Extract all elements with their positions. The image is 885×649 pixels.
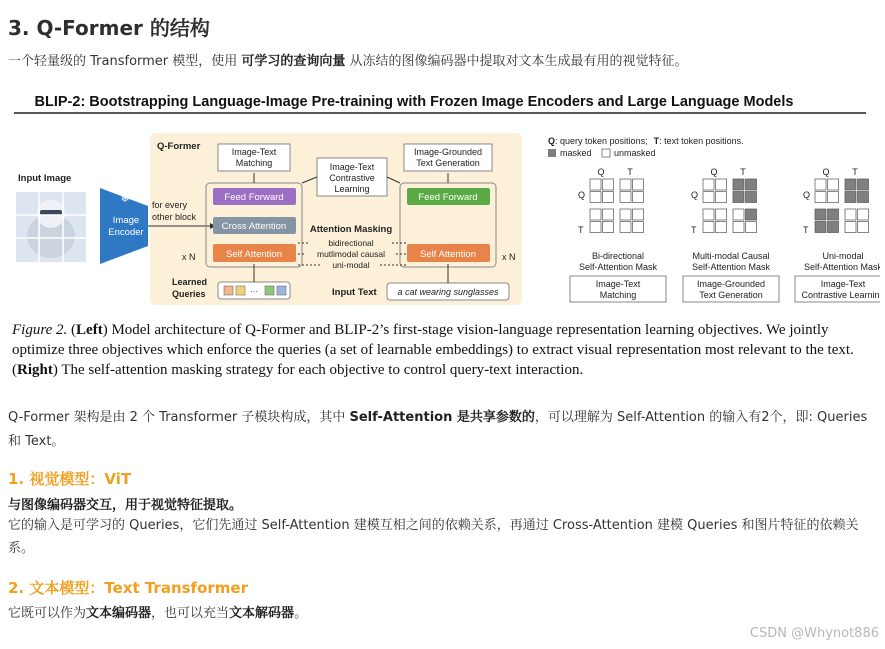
self-attention-left-label: Self Attention — [226, 249, 282, 260]
legend-line-1 — [548, 136, 744, 146]
figure-caption: Figure 2. (Left) Model architecture of Q-Former and BLIP-2’s first-stage vision-language representation learning objectives. We jointly optimize three objectives which enforce the queries (a set of learnable embeddings) to extract visual representation most relevant to the text. (Right) The self-attention masking strategy for each objective to control query-text interaction. — [12, 322, 854, 378]
caption-part1: Model architecture of Q-Former and BLIP-2’s first-stage vision-language representation learning objectives. We jointly optimize three objectives which enforce the queries (a set of learnable embeddings) to extract visual representation most relevant to the text. ( — [12, 322, 854, 378]
paper-title: BLIP-2: Bootstrapping Language-Image Pre-training with Frozen Image Encoders and Large Language Models — [34, 94, 794, 110]
image-encoder-label-1: Image — [112, 215, 140, 226]
legend-masked: masked — [560, 148, 592, 158]
itm-label-1: Image-Text — [231, 147, 277, 157]
mask-cell — [845, 179, 856, 190]
mask-type-unimodal: uni-modal — [332, 260, 370, 270]
mask-cell — [620, 192, 631, 203]
mask-axis-t-top: T — [740, 167, 746, 177]
mask-title-line-1: Bi-directional — [591, 251, 645, 261]
mask-cell — [716, 209, 727, 220]
legend-t: T — [653, 136, 660, 146]
mask-cell — [746, 222, 757, 233]
mask-cell — [828, 222, 839, 233]
for-every-label-1: for every — [152, 200, 188, 210]
mask-cell — [858, 179, 869, 190]
mask-cell — [716, 192, 727, 203]
mask-title-line-1: Uni-modal — [822, 251, 864, 261]
para1-bold: Self-Attention 是共享参数的 — [349, 410, 535, 425]
input-text-value: a cat wearing sunglasses — [397, 287, 499, 297]
snowflake-icon: ❄ — [120, 193, 130, 205]
mask-cell — [858, 192, 869, 203]
para3-after: 。 — [294, 606, 308, 621]
mask-cell — [828, 209, 839, 220]
mask-cell — [828, 192, 839, 203]
mask-title-line-2: Self-Attention Mask — [578, 262, 658, 272]
mask-title-line-1: Multi-modal Causal — [692, 251, 770, 261]
mask-cell — [633, 222, 644, 233]
learned-queries-label-1: Learned — [172, 277, 208, 287]
paragraph-qformer-arch — [8, 406, 874, 454]
xn-right: x N — [502, 252, 516, 262]
section-title: 3. Q-Former 的结构 — [8, 16, 210, 40]
mask-objective-line-1: Image-Text — [595, 279, 641, 289]
cross-attention-label: Cross Attention — [221, 221, 287, 232]
mask-cell — [590, 192, 601, 203]
mask-cell — [620, 209, 631, 220]
mask-cell — [620, 179, 631, 190]
mask-cell — [733, 222, 744, 233]
mask-cell — [703, 179, 714, 190]
mask-grids — [570, 167, 880, 302]
mask-type-bidirectional: bidirectional — [328, 238, 374, 248]
mask-cell — [828, 179, 839, 190]
mask-objective-line-2: Text Generation — [699, 290, 763, 300]
svg-text:···: ··· — [250, 287, 258, 296]
mask-cell — [815, 179, 826, 190]
mask-cell — [845, 192, 856, 203]
mask-axis-q-top: Q — [710, 167, 718, 177]
legend-t-text: : text token positions. — [659, 136, 744, 146]
heading-visual-model: 1. 视觉模型：ViT — [8, 470, 132, 488]
mask-cell — [815, 192, 826, 203]
para3-before: 它既可以作为 — [8, 606, 87, 621]
feed-forward-right-label: Feed Forward — [418, 192, 478, 203]
mask-cell — [703, 222, 714, 233]
mask-cell — [733, 192, 744, 203]
para3-bold1: 文本编码器 — [86, 606, 152, 621]
mask-cell — [633, 209, 644, 220]
caption-fig-label: Figure 2. — [12, 322, 68, 338]
intro-bold: 可学习的查询向量 — [241, 54, 346, 69]
caption-right-word: Right — [17, 362, 53, 378]
mask-cell — [590, 179, 601, 190]
para3-bold2: 文本解码器 — [229, 606, 295, 621]
mask-cell — [590, 209, 601, 220]
mask-cell — [746, 179, 757, 190]
mask-title-line-2: Self-Attention Mask — [691, 262, 771, 272]
heading-text-model: 2. 文本模型：Text Transformer — [8, 579, 248, 597]
mask-cell — [716, 222, 727, 233]
mask-cell — [603, 209, 614, 220]
itc-label-2: Contrastive — [329, 173, 375, 183]
mask-cell — [858, 222, 869, 233]
mask-axis-t-side: T — [803, 225, 809, 235]
mask-type-causal: mutlimodal causal — [316, 249, 386, 259]
csdn-watermark: CSDN @Whynot886 — [749, 626, 879, 641]
itc-label-1: Image-Text — [329, 162, 375, 172]
mask-objective-line-2: Contrastive Learning — [801, 290, 880, 300]
itg-label-1: Image-Grounded — [413, 147, 483, 157]
intro-text-after: 从冻结的图像编码器中提取对文本生成最有用的视觉特征。 — [345, 54, 688, 69]
mask-cell — [590, 222, 601, 233]
mask-axis-t-side: T — [578, 225, 584, 235]
mask-cell — [603, 192, 614, 203]
mask-objective-line-1: Image-Text — [820, 279, 866, 289]
mask-cell — [603, 179, 614, 190]
mask-axis-q-side: Q — [691, 190, 699, 200]
self-attention-right-label: Self Attention — [420, 249, 476, 260]
mask-objective-line-1: Image-Grounded — [696, 279, 766, 289]
mask-cell — [716, 179, 727, 190]
mask-cell — [858, 209, 869, 220]
mask-axis-q-side: Q — [578, 190, 586, 200]
mask-axis-t-top: T — [852, 167, 858, 177]
caption-left-word: Left — [76, 322, 103, 338]
itc-label-3: Learning — [334, 184, 370, 194]
caption-part2: ) The self-attention masking strategy for each objective to control query-text interaction. — [52, 362, 584, 378]
figure-diagram — [10, 86, 880, 316]
legend-q: Q — [548, 136, 556, 146]
mask-cell — [733, 209, 744, 220]
mask-cell — [845, 222, 856, 233]
mask-cell — [746, 209, 757, 220]
intro-paragraph — [8, 50, 688, 69]
legend-masked-swatch — [548, 149, 556, 157]
image-encoder-label-2: Encoder — [108, 227, 144, 238]
input-image-label: Input Image — [18, 173, 72, 184]
mask-cell — [633, 179, 644, 190]
mask-objective-line-2: Matching — [599, 290, 637, 300]
itg-label-2: Text Generation — [416, 158, 480, 168]
visual-model-summary: 与图像编码器交互，用于视觉特征提取。 — [8, 498, 243, 513]
itm-label-2: Matching — [235, 158, 273, 168]
mask-axis-q-side: Q — [803, 190, 811, 200]
para1-after: ，可以理解为 Self-Attention 的输入有2个，即: Queries 和 Text。 — [8, 410, 868, 449]
qformer-label: Q-Former — [157, 141, 201, 152]
legend-unmasked: unmasked — [614, 148, 656, 158]
paragraph-text-model — [8, 602, 307, 621]
intro-text-before: 一个轻量级的 Transformer 模型，使用 — [8, 54, 242, 69]
mask-cell — [620, 222, 631, 233]
learned-queries-label-2: Queries — [172, 289, 206, 299]
mask-axis-t-side: T — [691, 225, 697, 235]
mask-title-line-2: Self-Attention Mask — [803, 262, 880, 272]
mask-cell — [603, 222, 614, 233]
input-text-label: Input Text — [332, 287, 377, 298]
mask-cell — [703, 209, 714, 220]
mask-cell — [815, 209, 826, 220]
feed-forward-left-label: Feed Forward — [224, 192, 284, 203]
for-every-label-2: other block — [152, 212, 197, 222]
mask-axis-q-top: Q — [597, 167, 605, 177]
mask-cell — [733, 179, 744, 190]
legend-q-text: : query token positions; — [555, 136, 648, 146]
mask-axis-q-top: Q — [822, 167, 830, 177]
mask-cell — [703, 192, 714, 203]
para1-before: Q-Former 架构是由 2 个 Transformer 子模块构成，其中 — [8, 410, 350, 425]
mask-cell — [845, 209, 856, 220]
para3-middle: ，也可以充当 — [151, 606, 230, 621]
xn-left: x N — [182, 252, 196, 262]
input-image — [16, 192, 86, 262]
legend-unmasked-swatch — [602, 149, 610, 157]
mask-cell — [746, 192, 757, 203]
mask-cell — [815, 222, 826, 233]
paragraph-visual-model: 它的输入是可学习的 Queries，它们先通过 Self-Attention 建模互相之间的依赖关系，再通过 Cross-Attention 建模 Queries 和图片特征的依赖关系。 — [8, 518, 859, 556]
mask-axis-t-top: T — [627, 167, 633, 177]
mask-cell — [633, 192, 644, 203]
attention-masking-label: Attention Masking — [309, 224, 393, 235]
